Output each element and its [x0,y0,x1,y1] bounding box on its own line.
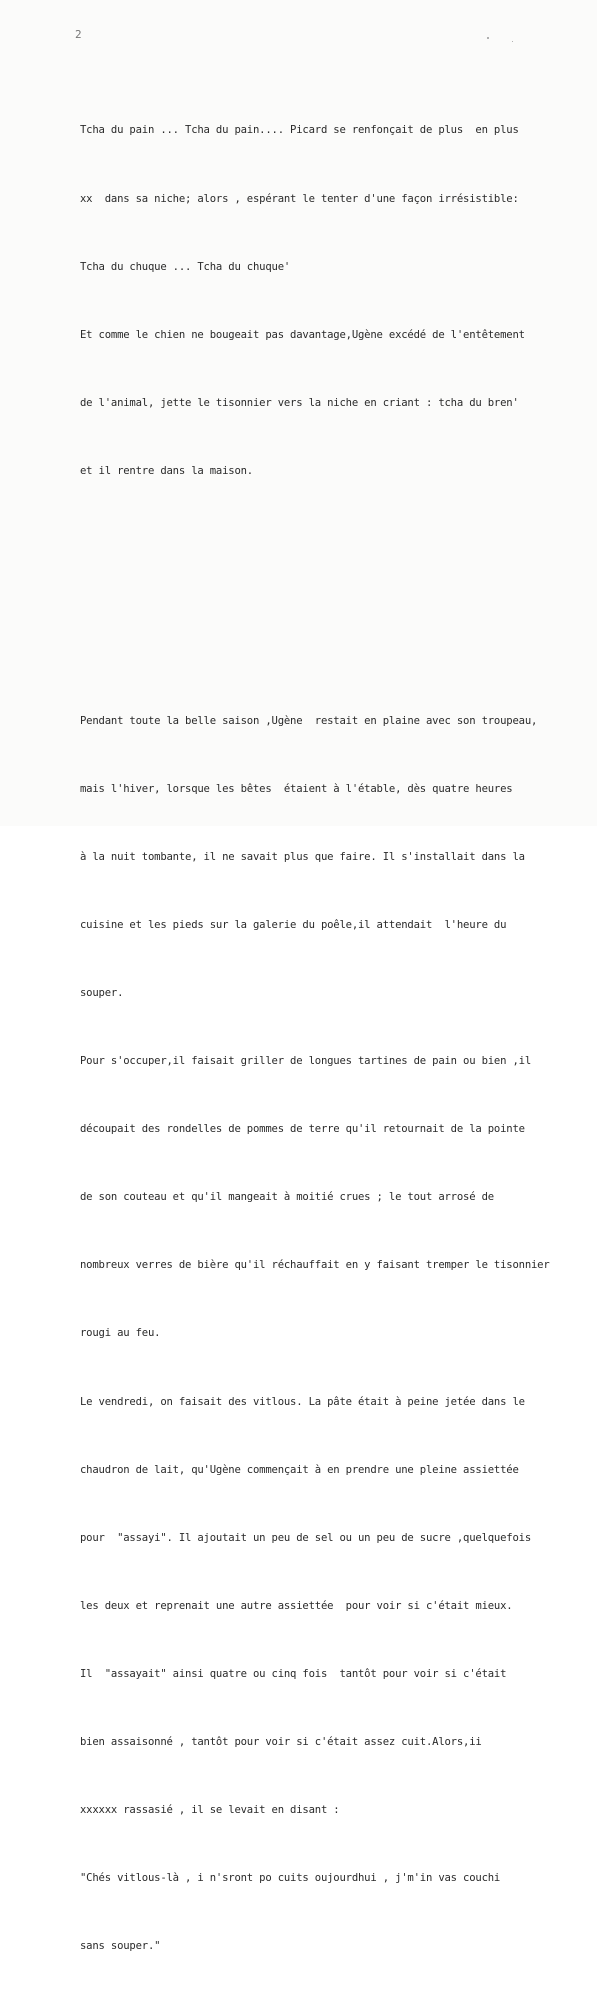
text-line: Pour s'occuper,il faisait griller de longues tartines de pain ou bien ,il [80,1055,531,1068]
text-line: rougi au feu. [80,1327,161,1340]
text-line: de son couteau et qu'il mangeait à moitié crues ; le tout arrosé de [80,1191,494,1204]
text-line: bien assaisonné , tantôt pour voir si c'était assez cuit.Alors,ii [80,1735,482,1748]
text-line: "Chés vitlous-là , i n'sront po cuits oujourdhui , j'm'in vas couchi [80,1872,501,1885]
text-line: xxxxxx rassasié , il se levait en disant : [80,1804,340,1817]
page-number: 2 [75,28,82,41]
text-line: nombreux verres de bière qu'il réchauffait en y faisant tremper le tisonnier [80,1259,550,1272]
text-line: cuisine et les pieds sur la galerie du poêle,il attendait l'heure du [80,918,507,931]
text-line: Pendant toute la belle saison ,Ugène restait en plaine avec son troupeau, [80,714,538,727]
text-line: les deux et reprenait une autre assiettée pour voir si c'était mieux. [80,1599,513,1612]
text-line: Tcha du pain ... Tcha du pain.... Picard se renfonçait de plus en plus [80,124,519,137]
text-line: Il "assayait" ainsi quatre ou cinq fois tantôt pour voir si c'était [80,1667,507,1680]
text-line: souper. [80,986,124,999]
text-line: Le vendredi, on faisait des vitlous. La pâte était à peine jetée dans le [80,1395,525,1408]
text-line: chaudron de lait, qu'Ugène commençait à en prendre une pleine assiettée [80,1463,519,1476]
paragraph-gap [80,619,580,642]
text-line: pour "assayi". Il ajoutait un peu de sel ou un peu de sucre ,quelquefois [80,1531,531,1544]
paragraph-gap [80,551,580,574]
text-line: de l'animal, jette le tisonnier vers la niche en criant : tcha du bren' [80,396,519,409]
text-line: et il rentre dans la maison. [80,464,253,477]
text-line: mais l'hiver, lorsque les bêtes étaient à l'étable, dès quatre heures [80,782,513,795]
text-line: sans souper." [80,1940,161,1953]
text-line: découpait des rondelles de pommes de terre qu'il retournait de la pointe [80,1123,525,1136]
scan-speck [512,41,513,42]
text-line: à la nuit tombante, il ne savait plus que faire. Il s'installait dans la [80,850,525,863]
text-line: Et comme le chien ne bougeait pas davantage,Ugène excédé de l'entêtement [80,328,525,341]
typed-text-body [80,74,580,2003]
text-line: Tcha du chuque ... Tcha du chuque' [80,260,291,273]
text-line: xx dans sa niche; alors , espérant le tenter d'une façon irrésistible: [80,192,519,205]
scan-speck [487,37,489,39]
